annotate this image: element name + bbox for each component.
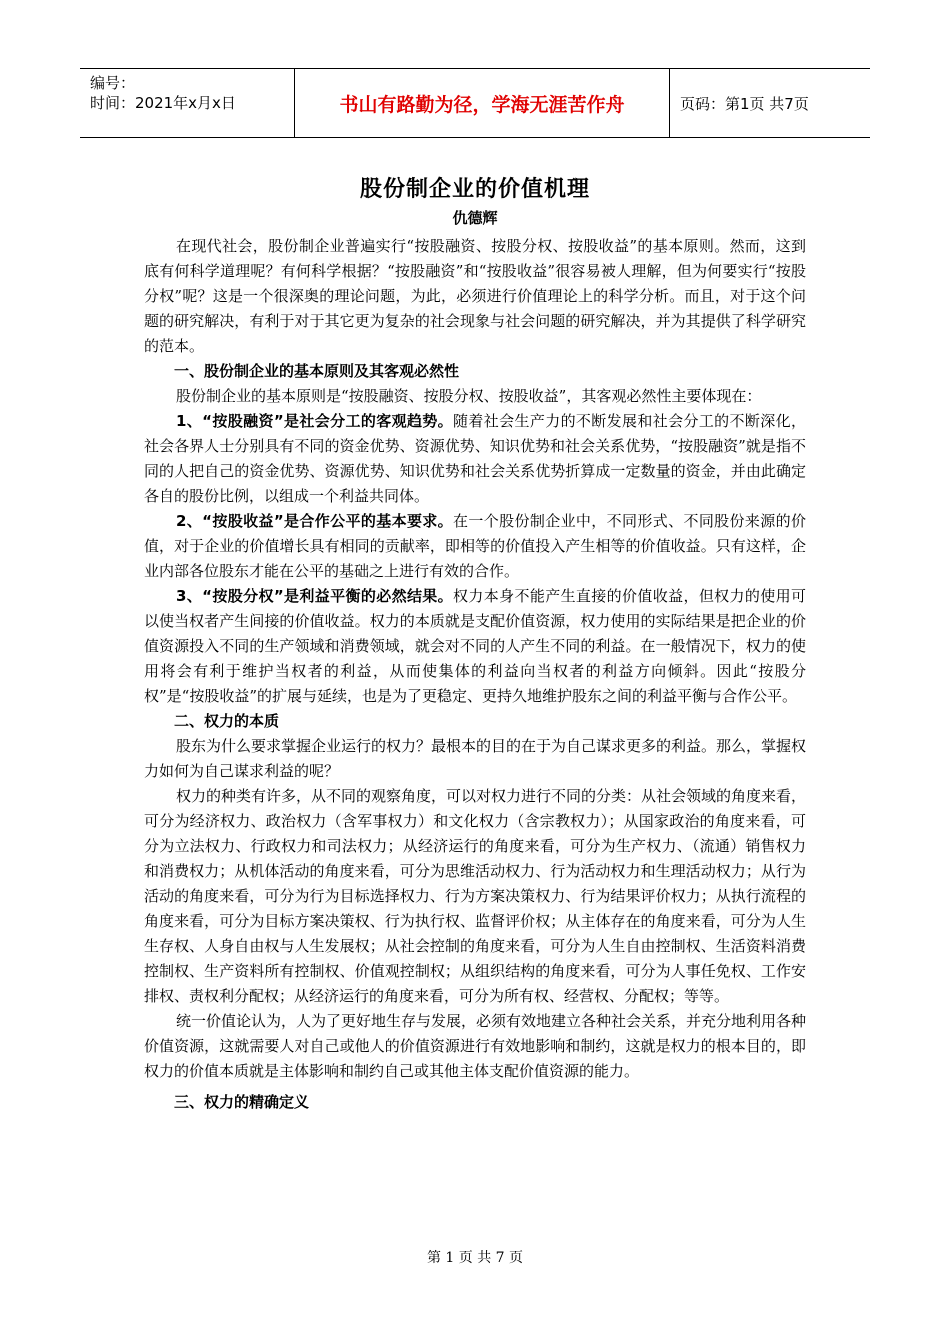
point-3-text: 权力本身不能产生直接的价值收益，但权力的使用可以使当权者产生间接的价值收益。权力的本质就是支配价值资源，权力使用的实际结果是把企业的价值资源投入不同的生产领域和消费领域，就会对不同的人产生不同的利益。在一般情况下，权力的使用将会有利于维护当权者的利益，从而使集体的利益向当权者的利益方向倾斜。因此“按股分权”是“按股收益”的扩展与延续，也是为了更稳定、更持久地维护股东之间的利益平衡与合作公平。 <box>144 587 806 705</box>
document-body <box>144 234 806 1115</box>
point-2-text: 在一个股份制企业中，不同形式、不同股份来源的价值，对于企业的价值增长具有相同的贡献率，即相等的价值投入产生相等的价值收益。只有这样，企业内部各位股东才能在公平的基础之上进行有效的合作。 <box>144 512 806 580</box>
header-page-info: 页码：第1页 共7页 <box>680 94 809 113</box>
section2-paragraph-3: 统一价值论认为，人为了更好地生存与发展，必须有效地建立各种社会关系，并充分地利用各种价值资源，这就需要人对自己或他人的价值资源进行有效地影响和制约，这就是权力的根本目的，即权力的价值本质就是主体影响和制约自己或其他主体支配价值资源的能力。 <box>144 1012 807 1080</box>
number-label: 编号： <box>90 74 136 92</box>
document-author: 仇德辉 <box>452 209 498 227</box>
section2-paragraph-2: 权力的种类有许多，从不同的观察角度，可以对权力进行不同的分类：从社会领域的角度来看，可分为经济权力、政治权力（含军事权力）和文化权力（含宗教权力）；从国家政治的角度来看，可分为立法权力、行政权力和司法权力；从经济运行的角度来看，可分为生产权力、（流通）销售权力和消费权力；从机体活动的角度来看，可分为思维活动权力、行为活动权力和生理活动权力；从行为活动的角度来看，可分为行为目标选择权力、行为方案决策权力、行为结果评价权力；从执行流程的角度来看，可分为目标方案决策权、行为执行权、监督评价权；从主体存在的角度来看，可分为人生生存权、人身自由权与人生发展权；从社会控制的角度来看，可分为人生自由控制权、生活资料消费控制权、生产资料所有控制权、价值观控制权；从组织结构的角度来看，可分为人事任免权、工作安排权、责权利分配权；从经济运行的角度来看，可分为所有权、经营权、分配权；等等。 <box>144 787 807 1005</box>
page-footer: 第 1 页 共 7 页 <box>426 1250 524 1266</box>
section-heading-1: 一、股份制企业的基本原则及其客观必然性 <box>174 362 460 380</box>
point-1-heading: 1、“按股融资”是社会分工的客观趋势。 <box>176 412 454 430</box>
point-1-text: 随着社会生产力的不断发展和社会分工的不断深化，社会各界人士分别具有不同的资金优势、资源优势、知识优势和社会关系优势，“按股融资”就是指不同的人把自己的资金优势、资源优势、知识优势和社会关系优势折算成一定数量的资金，并由此确定各自的股份比例，以组成一个利益共同体。 <box>144 412 806 505</box>
section1-intro-paragraph: 股份制企业的基本原则是“按股融资、按股分权、按股收益”，其客观必然性主要体现在： <box>176 387 762 405</box>
section2-paragraph-1: 股东为什么要求掌握企业运行的权力？最根本的目的在于为自己谋求更多的利益。那么，掌握权力如何为自己谋求利益的呢？ <box>144 737 807 780</box>
point-2-heading: 2、“按股收益”是合作公平的基本要求。 <box>176 512 454 530</box>
section-heading-3: 三、权力的精确定义 <box>174 1093 310 1111</box>
section-heading-2: 二、权力的本质 <box>174 712 280 730</box>
point-2-paragraph <box>144 509 806 584</box>
document-header <box>80 68 870 138</box>
document-title: 股份制企业的价值机理 <box>359 177 590 202</box>
point-3-paragraph <box>144 584 806 709</box>
header-motto: 书山有路勤为径，学海无涯苦作舟 <box>295 69 670 137</box>
time-label: 时间：2021年x月x日 <box>90 94 236 112</box>
point-3-heading: 3、“按股分权”是利益平衡的必然结果。 <box>176 587 454 605</box>
point-1-paragraph <box>144 409 806 509</box>
header-meta <box>80 69 295 137</box>
intro-paragraph: 在现代社会，股份制企业普遍实行“按股融资、按股分权、按股收益”的基本原则。然而，这到底有何科学道理呢？有何科学根据？“按股融资”和“按股收益”很容易被人理解，但为何要实行“按股分权”呢？这是一个很深奥的理论问题，为此，必须进行价值理论上的科学分析。而且，对于这个问题的研究解决，有利于对于其它更为复杂的社会现象与社会问题的研究解决，并为其提供了科学研究的范本。 <box>144 237 806 355</box>
